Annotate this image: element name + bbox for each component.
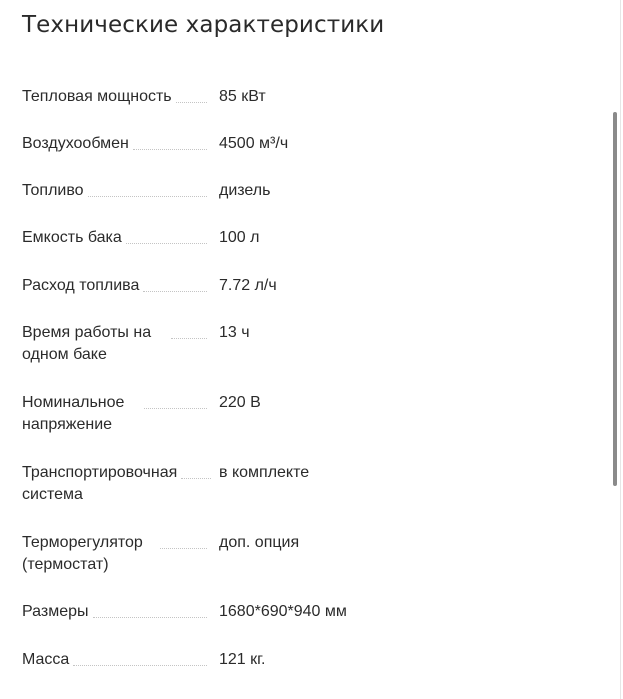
- dotted-leader: [93, 601, 208, 618]
- spec-row: [22, 601, 582, 623]
- spec-row: [22, 462, 582, 506]
- spec-value: в комплекте: [219, 464, 310, 481]
- scrollbar-thumb[interactable]: [613, 112, 617, 486]
- dotted-leader: [171, 322, 207, 339]
- spec-label: Время работы на одном баке: [22, 324, 152, 363]
- spec-row: [22, 532, 582, 576]
- dotted-leader: [160, 532, 207, 549]
- spec-label: Топливо: [22, 182, 84, 199]
- spec-value: 100 л: [219, 229, 260, 246]
- spec-label: Транспортировочная система: [22, 464, 178, 503]
- spec-label: Расход топлива: [22, 277, 140, 294]
- spec-value: 85 кВт: [219, 88, 266, 105]
- dotted-leader: [88, 180, 207, 197]
- dotted-leader: [176, 86, 207, 103]
- spec-row: [22, 180, 582, 202]
- spec-row: [22, 392, 582, 436]
- specs-list: [22, 86, 582, 671]
- spec-label: Емкость бака: [22, 229, 122, 246]
- spec-row: [22, 322, 582, 366]
- spec-row: [22, 275, 582, 297]
- dotted-leader: [73, 649, 207, 666]
- spec-value: 4500 м³/ч: [219, 135, 289, 152]
- panel-edge: [620, 0, 621, 699]
- spec-value: дизель: [219, 182, 271, 199]
- spec-label: Терморегулятор (термостат): [22, 534, 143, 573]
- spec-label: Масса: [22, 651, 70, 668]
- dotted-leader: [181, 462, 211, 479]
- spec-value: 13 ч: [219, 324, 250, 341]
- spec-label: Воздухообмен: [22, 135, 129, 152]
- spec-value: 121 кг.: [219, 651, 266, 668]
- spec-label: Номинальное напряжение: [22, 394, 125, 433]
- spec-value: 1680*690*940 мм: [219, 603, 347, 620]
- dotted-leader: [143, 275, 207, 292]
- spec-row: [22, 227, 582, 249]
- dotted-leader: [133, 133, 207, 150]
- spec-label: Тепловая мощность: [22, 88, 172, 105]
- spec-value: доп. опция: [219, 534, 300, 551]
- spec-label: Размеры: [22, 603, 89, 620]
- spec-value: 7.72 л/ч: [219, 277, 277, 294]
- dotted-leader: [126, 227, 207, 244]
- spec-row: [22, 133, 582, 155]
- page-title: Технические характеристики: [22, 12, 385, 38]
- spec-row: [22, 86, 582, 108]
- spec-value: 220 В: [219, 394, 261, 411]
- dotted-leader: [144, 392, 207, 409]
- spec-row: [22, 649, 582, 671]
